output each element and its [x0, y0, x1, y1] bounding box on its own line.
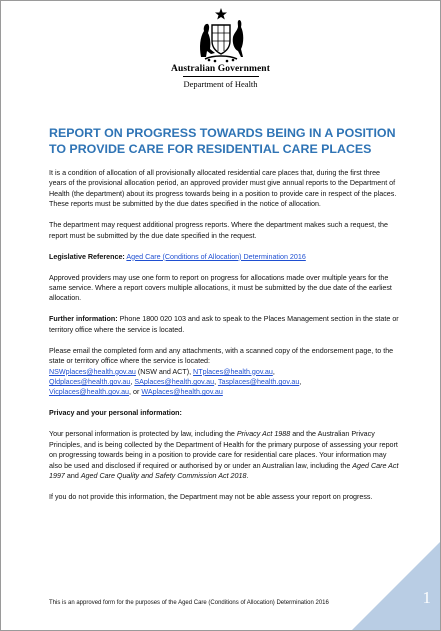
privacy-text-c: and	[64, 472, 81, 481]
document-body	[49, 168, 399, 513]
further-text: Phone 1800 020 103 and ask to speak to the Places Management section in the state or territory office where the service is located.	[49, 315, 399, 334]
coat-of-arms-icon	[191, 7, 251, 63]
privacy-text-b: and the Australian Privacy Principles, and is being collected by the Department of Health for the primary purpose of assessing your report on progressing towards being in a position to provide care for residential care places. Your information may also be used and disclosed if required or authorised by or under an Australian law, including the	[49, 430, 398, 470]
government-name: Australian Government	[171, 64, 270, 74]
page-corner-decoration	[352, 542, 440, 630]
privacy-paragraph	[49, 429, 399, 481]
privacy-heading	[49, 408, 399, 418]
privacy-text-a: Your personal information is protected by law, including the	[49, 430, 237, 439]
privacy-text-d: .	[246, 472, 249, 481]
privacy-heading-text: Privacy and your personal information:	[49, 409, 182, 418]
email-instructions: Please email the completed form and any attachments, with a scanned copy of the endorsement page, to the state or territory office where the service is located:	[49, 346, 394, 366]
footer-note: This is an approved form for the purposes of the Aged Care (Conditions of Allocation) Determination 2016	[49, 600, 329, 606]
legislative-reference	[49, 252, 399, 262]
department-name: Department of Health	[183, 79, 258, 89]
email-link-tas[interactable]: Tasplaces@health.gov.au	[217, 378, 300, 387]
further-label: Further information:	[49, 315, 118, 324]
page-number: 1	[422, 588, 431, 607]
email-link-nsw[interactable]: NSWplaces@health.gov.au	[49, 367, 136, 376]
or-text: , or	[129, 388, 142, 397]
privacy-act-name: Privacy Act 1988	[236, 430, 291, 439]
additional-reports-paragraph: The department may request additional progress reports. Where the department makes such a request, the report must be submitted by the due date specified in the request.	[49, 221, 388, 240]
email-link-sa[interactable]: SAplaces@health.gov.au	[134, 378, 215, 387]
page-title: REPORT ON PROGRESS TOWARDS BEING IN A POSITION TO PROVIDE CARE FOR RESIDENTIAL CARE PLACES	[49, 126, 396, 156]
determination-link[interactable]: Aged Care (Conditions of Allocation) Determination 2016	[126, 252, 306, 261]
email-link-qld[interactable]: Qldplaces@health.gov.au	[49, 378, 131, 387]
header-divider	[183, 76, 259, 77]
email-link-wa[interactable]: WAplaces@health.gov.au	[141, 388, 223, 397]
intro-paragraph: It is a condition of allocation of all provisionally allocated residential care places that, during the first three years of the provisional allocation period, an approved provider must give annual reports to the Department of Health (the department) about its progress towards being in a position to provide care in respect of the places. These reports must be submitted by the due dates specified in the notice of allocation.	[49, 169, 397, 209]
further-information	[49, 314, 399, 335]
legislative-label: Legislative Reference:	[49, 252, 125, 261]
email-link-nt[interactable]: NTplaces@health.gov.au	[193, 367, 273, 376]
commission-act-name: Aged Care Quality and Safety Commission Act 2018	[80, 472, 247, 481]
one-form-paragraph: Approved providers may use one form to report on progress for allocations made over multiple years for the same service. Where a report covers multiple allocations, it must be submitted by the due date of the earliest allocation.	[49, 273, 392, 303]
email-paragraph: Please email the completed form and any attachments, with a scanned copy of the endorsement page, to the state or territory office where the service is located: NSWplaces@health.gov.au (NSW and ACT), NTplaces@health.gov.au, Qldplaces@health.gov.au, SAplaces@health.gov.au, Tasplaces@health.gov.au, Vicplaces@health.gov.au, or WAplaces@health.gov.au	[49, 346, 394, 397]
aged-care-act-name: Aged Care Act 1997	[49, 461, 399, 481]
header	[1, 7, 440, 89]
non-provision-paragraph: If you do not provide this information, the Department may not be able assess your report on progress.	[49, 493, 373, 502]
nsw-note: (NSW and ACT),	[135, 367, 194, 376]
email-link-vic[interactable]: Vicplaces@health.gov.au	[49, 388, 130, 397]
